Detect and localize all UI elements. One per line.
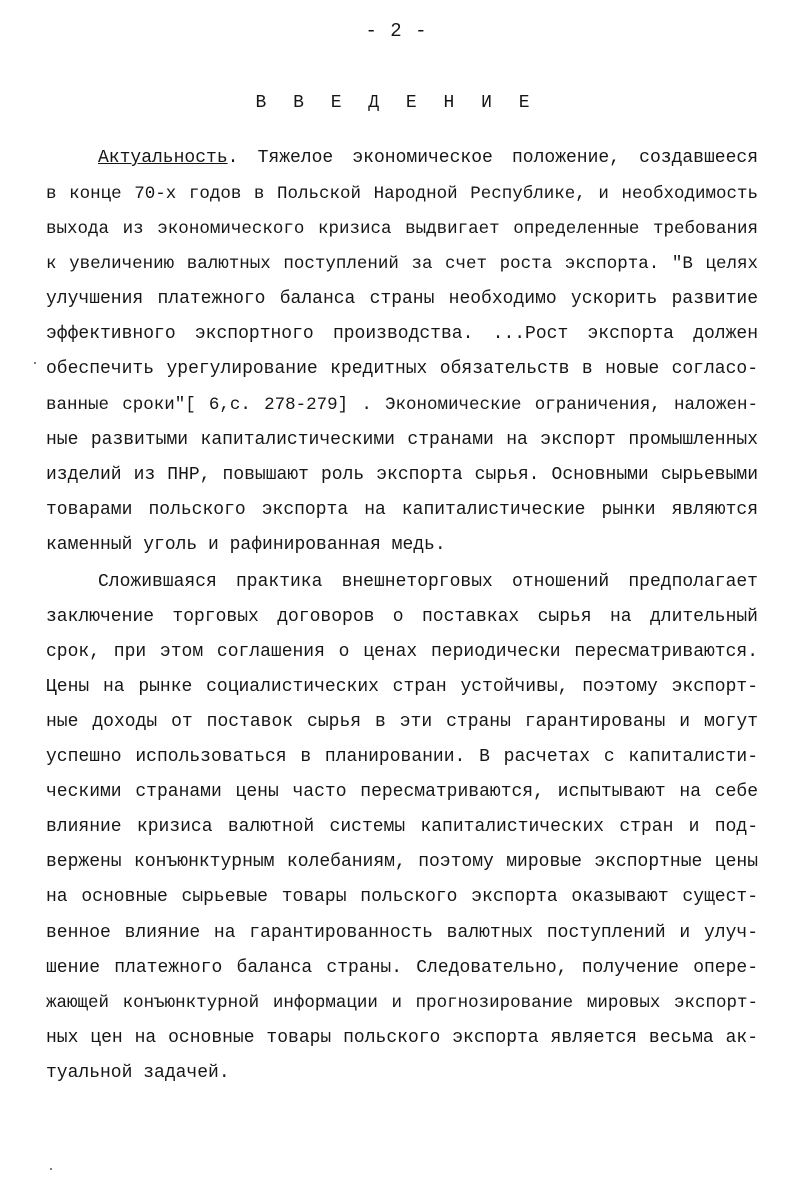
- section-heading: В В Е Д Е Н И Е: [255, 93, 538, 113]
- scan-speck: [34, 362, 36, 364]
- paragraph-2-line-9: вержены конъюнктурным колебаниям, поэтому мировые экспортные цены: [46, 852, 758, 872]
- paragraph-2-line-11: венное влияние на гарантированность валютных поступлений и улуч-: [46, 923, 758, 943]
- paragraph-2-line-10: на основные сырьевые товары польского экспорта оказывают сущест-: [46, 887, 758, 907]
- paragraph-1-line-2: в конце 70-х годов в Польской Народной Республике, и необходимость: [46, 184, 758, 204]
- paragraph-2-line-3: срок, при этом соглашения о ценах периодически пересматриваются.: [46, 642, 758, 662]
- paragraph-2-line-13: жающей конъюнктурной информации и прогнозирование мировых экспорт-: [46, 993, 758, 1013]
- paragraph-2-line-2: заключение торговых договоров о поставках сырья на длительный: [46, 607, 758, 627]
- paragraph-2-line-15: туальной задачей.: [46, 1063, 230, 1083]
- paragraph-1-line-10: изделий из ПНР, повышают роль экспорта сырья. Основными сырьевыми: [46, 465, 758, 485]
- paragraph-2-line-1: Сложившаяся практика внешнеторговых отношений предполагает: [98, 572, 758, 592]
- paragraph-2-line-5: ные доходы от поставок сырья в эти страны гарантированы и могут: [46, 712, 758, 732]
- paragraph-1-line-6: эффективного экспортного производства. ...Рост экспорта должен: [46, 324, 758, 344]
- paragraph-2-line-14: ных цен на основные товары польского экспорта является весьма ак-: [46, 1028, 758, 1048]
- paragraph-1-line-12: каменный уголь и рафинированная медь.: [46, 535, 446, 555]
- page-number: - 2 -: [365, 20, 428, 42]
- paragraph-2-line-7: ческими странами цены часто пересматриваются, испытывают на себе: [46, 782, 758, 802]
- paragraph-2-line-4: Цены на рынке социалистических стран устойчивы, поэтому экспорт-: [46, 677, 758, 697]
- paragraph-1-line-7: обеспечить урегулирование кредитных обязательств в новые согласо-: [46, 359, 758, 379]
- scan-speck: [50, 1168, 52, 1170]
- term-actuality: Актуальность: [98, 148, 228, 168]
- paragraph-1-line-8: ванные сроки"[ 6,с. 278-279] . Экономические ограничения, наложен-: [46, 395, 758, 415]
- paragraph-1-line-11: товарами польского экспорта на капиталистические рынки являются: [46, 500, 758, 520]
- paragraph-1-line-1: [98, 146, 758, 170]
- paragraph-1-line-1-text: . Тяжелое экономическое положение, создавшееся: [227, 148, 758, 168]
- paragraph-1-line-9: ные развитыми капиталистическими странами на экспорт промышленных: [46, 430, 758, 450]
- paragraph-1-line-4: к увеличению валютных поступлений за счет роста экспорта. "В целях: [46, 254, 758, 274]
- paragraph-2-line-6: успешно использоваться в планировании. В расчетах с капиталисти-: [46, 747, 758, 767]
- paragraph-2-line-8: влияние кризиса валютной системы капиталистических стран и под-: [46, 817, 758, 837]
- paragraph-1-line-3: выхода из экономического кризиса выдвигает определенные требования: [46, 219, 758, 239]
- paragraph-2-line-12: шение платежного баланса страны. Следовательно, получение опере-: [46, 958, 758, 978]
- paragraph-1-line-5: улучшения платежного баланса страны необходимо ускорить развитие: [46, 289, 758, 309]
